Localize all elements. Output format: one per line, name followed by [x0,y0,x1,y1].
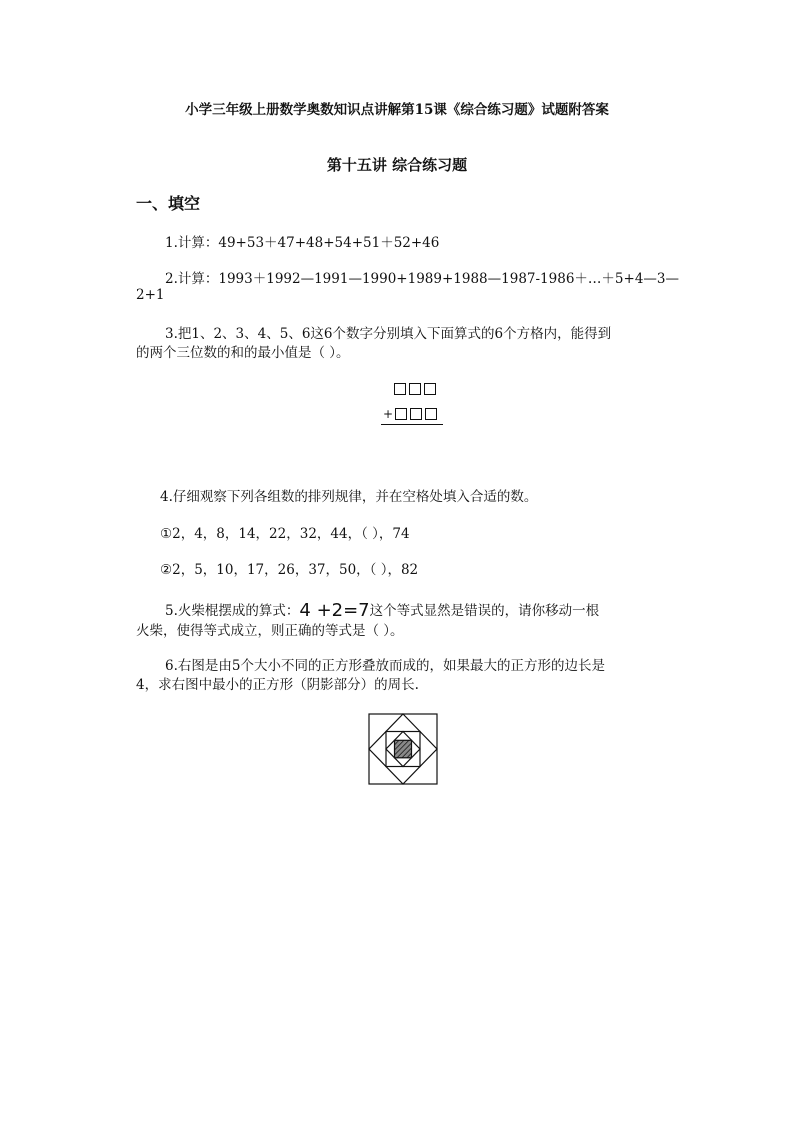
question-5-line-1 [165,599,599,621]
digit-box [410,408,422,420]
plus-sign: + [383,406,394,421]
question-5-prefix: 5.火柴棍摆成的算式： [165,603,300,619]
addition-top-row [394,378,439,397]
question-4-intro: 4.仔细观察下列各组数的排列规律，并在空格处填入合适的数。 [160,489,538,505]
addition-underline [381,424,443,425]
question-3-line-1: 3.把1、2、3、4、5、6这6个数字分别填入下面算式的6个方格内，能得到 [165,326,612,342]
lesson-title: 第十五讲 综合练习题 [326,156,468,174]
question-3-line-2: 的两个三位数的和的最小值是（ ）。 [136,345,350,361]
matchstick-equation: 4 +2=7 [299,600,370,621]
question-2-line-1: 2.计算：1993＋1992—1991—1990+1989+1988—1987-1986＋…＋5+4—3— [165,271,679,287]
question-5-line-2: 火柴，使得等式成立，则正确的等式是（ ）。 [136,623,404,639]
digit-box [425,408,437,420]
digit-box [424,383,436,395]
question-2-line-2: 2+1 [136,287,165,303]
question-6-line-1: 6.右图是由5个大小不同的正方形叠放而成的，如果最大的正方形的边长是 [165,658,605,674]
section-heading: 一、填空 [136,194,201,213]
question-5-suffix: 这个等式显然是错误的，请你移动一根 [369,603,600,619]
question-4-sequence-1: ①2，4，8，14，22，32，44，（ ），74 [160,526,410,542]
question-4-sequence-2: ②2，5，10，17，26，37，50，（ ），82 [160,562,419,578]
digit-box [395,408,407,420]
square-5-shaded [395,740,412,758]
digit-box [394,383,406,395]
question-1: 1.计算：49+53＋47+48+54+51＋52+46 [165,235,440,251]
question-6-line-2: 4，求右图中最小的正方形（阴影部分）的周长. [136,677,419,693]
digit-box [409,383,421,395]
nested-squares-figure [368,713,438,785]
document-title: 小学三年级上册数学奥数知识点讲解第15课《综合练习题》试题附答案 [185,102,609,118]
addition-bottom-row [383,403,440,422]
